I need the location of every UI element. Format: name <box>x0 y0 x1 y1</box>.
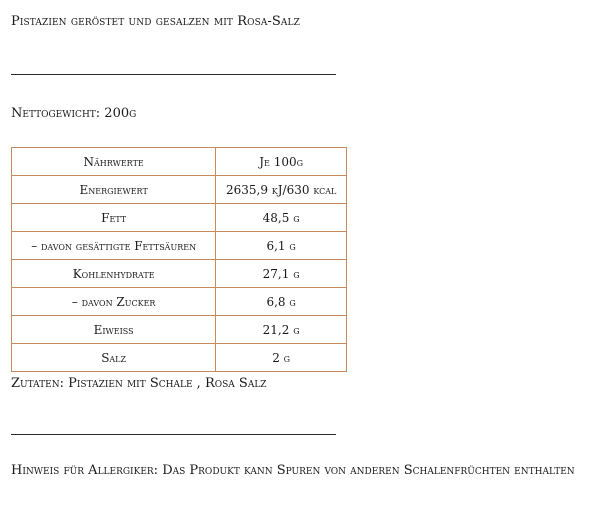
nutrition-header-value: Je 100g <box>216 148 347 176</box>
product-title: Pistazien geröstet und gesalzen mit Rosa-Salz <box>11 14 300 29</box>
nutrient-label-carbohydrates: Kohlenhydrate <box>12 260 216 288</box>
nutrient-label-sugar: – davon Zucker <box>12 288 216 316</box>
nutrient-value-fat: 48,5 g <box>216 204 347 232</box>
nutrient-value-carbohydrates: 27,1 g <box>216 260 347 288</box>
nutrient-value-salt: 2 g <box>216 344 347 372</box>
ingredients-text: Zutaten: Pistazien mit Schale , Rosa Salz <box>11 376 267 391</box>
allergy-notice: Hinweis für Allergiker: Das Produkt kann Spuren von anderen Schalenfrüchten enthalten <box>11 463 575 478</box>
nutrient-label-salt: Salz <box>12 344 216 372</box>
table-row <box>12 344 347 372</box>
table-row <box>12 232 347 260</box>
nutrient-label-energy: Energiewert <box>12 176 216 204</box>
divider-top <box>11 74 336 75</box>
nutrient-value-protein: 21,2 g <box>216 316 347 344</box>
table-row <box>12 316 347 344</box>
nutrient-value-energy: 2635,9 kJ/630 kcal <box>216 176 347 204</box>
nutrient-value-saturated-fat: 6,1 g <box>216 232 347 260</box>
nutrient-label-protein: Eiweiss <box>12 316 216 344</box>
table-row <box>12 204 347 232</box>
nutrient-label-saturated-fat: – davon gesättigte Fettsäuren <box>12 232 216 260</box>
table-row <box>12 288 347 316</box>
divider-bottom <box>11 434 336 435</box>
table-row <box>12 260 347 288</box>
nutrition-header-label: Nährwerte <box>12 148 216 176</box>
table-row <box>12 176 347 204</box>
nutrition-table <box>11 147 347 372</box>
nutrient-label-fat: Fett <box>12 204 216 232</box>
net-weight: Nettogewicht: 200g <box>11 106 137 121</box>
nutrient-value-sugar: 6,8 g <box>216 288 347 316</box>
nutrition-header-row <box>12 148 347 176</box>
